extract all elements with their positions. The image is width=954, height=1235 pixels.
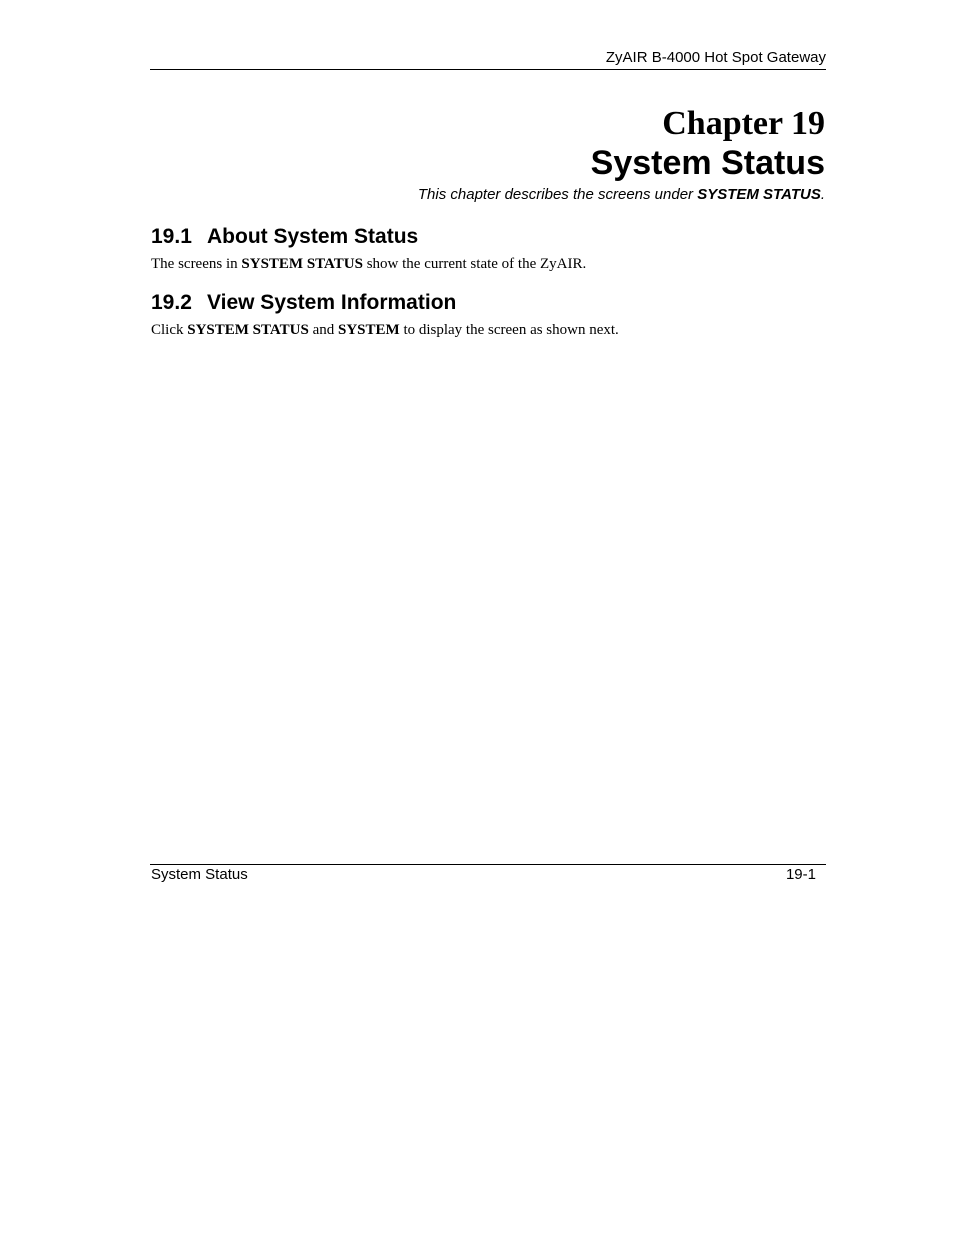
section-title: About System Status xyxy=(207,225,419,248)
header-product-name: ZyAIR B-4000 Hot Spot Gateway xyxy=(605,49,826,66)
section-heading-about-system-status xyxy=(151,224,418,250)
body-text-bold: SYSTEM STATUS xyxy=(241,256,363,272)
section-title: View System Information xyxy=(207,291,457,314)
section-body-view-system-information xyxy=(151,321,619,339)
section-number: 19.2 xyxy=(151,291,192,314)
chapter-title: System Status xyxy=(590,144,825,182)
footer-page-number: 19-1 xyxy=(785,866,816,883)
chapter-intro-suffix: . xyxy=(820,186,825,203)
running-header xyxy=(150,49,826,70)
body-text-part: and xyxy=(308,322,338,338)
body-text-part: The screens in xyxy=(151,256,242,272)
body-text-part: show the current state of the ZyAIR. xyxy=(362,256,587,272)
body-text-bold: SYSTEM STATUS xyxy=(187,322,309,338)
section-number: 19.1 xyxy=(151,225,192,248)
section-heading-view-system-information xyxy=(151,290,456,316)
chapter-number: Chapter 19 xyxy=(662,105,825,142)
body-text-bold: SYSTEM xyxy=(338,322,400,338)
footer-section-name: System Status xyxy=(151,866,248,883)
chapter-intro-text: This chapter describes the screens under xyxy=(417,186,698,203)
chapter-intro xyxy=(418,186,825,204)
body-text-part: Click xyxy=(151,322,188,338)
body-text-part: to display the screen as shown next. xyxy=(399,322,619,338)
section-body-about-system-status xyxy=(151,255,586,273)
running-footer xyxy=(150,864,826,883)
chapter-intro-bold: SYSTEM STATUS xyxy=(697,186,821,203)
